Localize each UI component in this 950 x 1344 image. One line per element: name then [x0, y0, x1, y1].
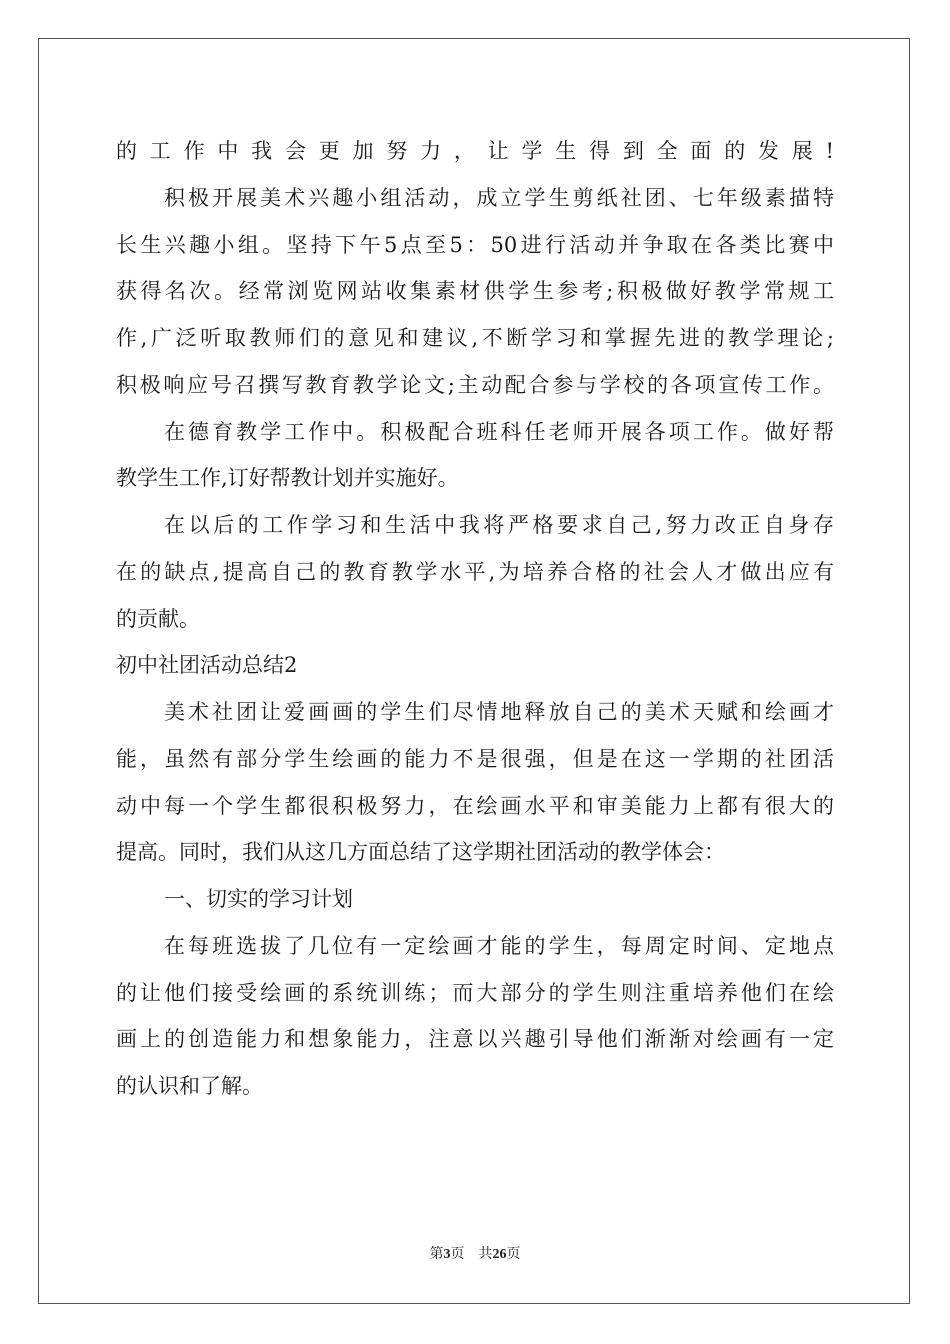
page-prefix: 第: [429, 1246, 444, 1262]
paragraph-line: 动中每一个学生都很积极努力，在绘画水平和审美能力上都有很大的: [116, 793, 834, 818]
paragraph-line: 的认识和了解。: [116, 1074, 263, 1098]
paragraph-line: 获得名次。经常浏览网站收集素材供学生参考;积极做好教学常规工: [116, 279, 834, 304]
current-page-number: 3: [443, 1247, 451, 1262]
paragraph-line: 画上的创造能力和想象能力，注意以兴趣引导他们渐渐对绘画有一定: [116, 1027, 834, 1052]
paragraph-line: 长生兴趣小组。坚持下午5点至5：50进行活动并争取在各类比赛中: [116, 232, 834, 257]
total-page-count: 26: [492, 1247, 507, 1262]
section-heading: 初中社团活动总结2: [116, 653, 298, 678]
page-footer: [0, 1244, 950, 1265]
paragraph-line: 在每班选拔了几位有一定绘画才能的学生，每周定时间、定地点: [164, 933, 834, 958]
paragraph-line: 能，虽然有部分学生绘画的能力不是很强，但是在这一学期的社团活: [116, 746, 834, 771]
paragraph-line: 的工作中我会更加努力，让学生得到全面的发展!: [116, 139, 834, 163]
paragraph-line: 在的缺点,提高自己的教育教学水平,为培养合格的社会人才做出应有: [116, 559, 834, 584]
paragraph-line: 在以后的工作学习和生活中我将严格要求自己,努力改正自身存: [164, 513, 834, 537]
paragraph-line: 的贡献。: [116, 606, 200, 631]
paragraph-line: 作,广泛听取教师们的意见和建议,不断学习和掌握先进的教学理论;: [116, 326, 834, 350]
paragraph-line: 积极开展美术兴趣小组活动，成立学生剪纸社团、七年级素描特: [164, 185, 834, 210]
total-suffix: 页: [506, 1246, 521, 1262]
page-suffix: 页: [450, 1246, 465, 1262]
total-prefix: 共: [478, 1246, 493, 1262]
document-body: [116, 128, 834, 1110]
subsection-heading: 一、切实的学习计划: [164, 887, 353, 911]
paragraph-line: 在德育教学工作中。积极配合班科任老师开展各项工作。做好帮: [164, 419, 834, 444]
paragraph-line: 教学生工作,订好帮教计划并实施好。: [116, 466, 459, 491]
paragraph-line: 的让他们接受绘画的系统训练；而大部分的学生则注重培养他们在绘: [116, 980, 834, 1005]
paragraph-line: 提高。同时，我们从这几方面总结了这学期社团活动的教学体会：: [116, 840, 725, 865]
paragraph-line: 积极响应号召撰写教育教学论文;主动配合参与学校的各项宣传工作。: [116, 372, 834, 397]
paragraph-line: 美术社团让爱画画的学生们尽情地释放自己的美术天赋和绘画才: [164, 700, 834, 724]
